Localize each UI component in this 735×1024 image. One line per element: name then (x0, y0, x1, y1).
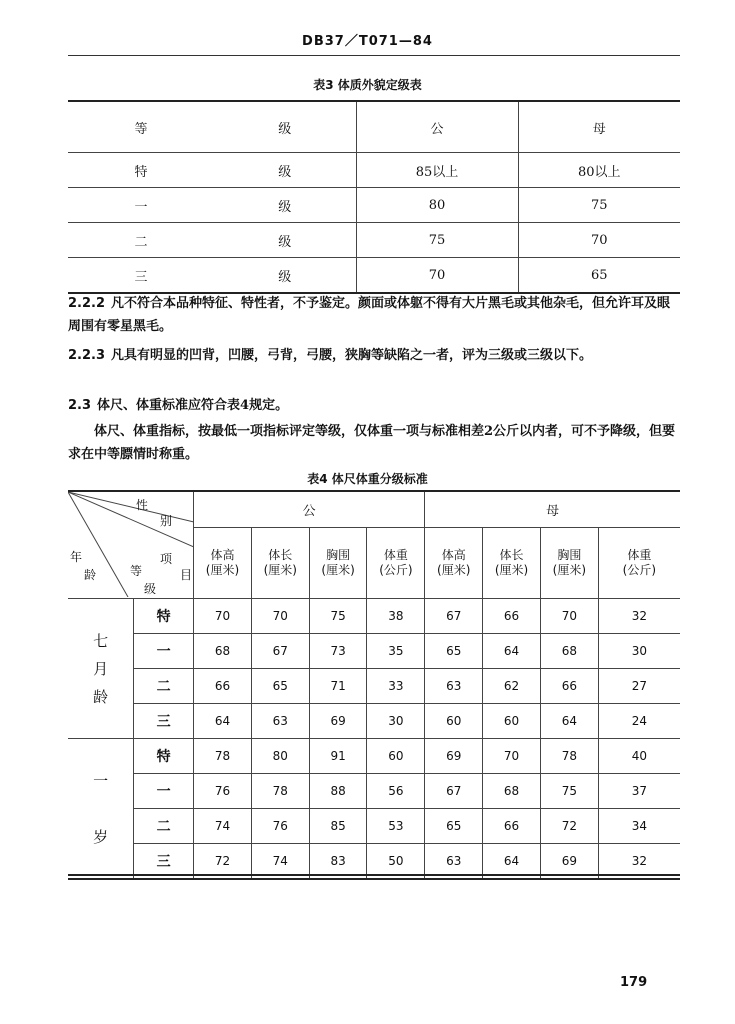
paragraph-rule (68, 420, 680, 466)
grade-label: 特 (134, 739, 194, 774)
measurement-value: 78 (251, 774, 309, 809)
measurement-value: 50 (367, 844, 425, 880)
measurement-value: 68 (194, 634, 252, 669)
grade-suffix: 级 (214, 258, 356, 294)
male-score: 70 (356, 258, 518, 294)
male-score: 80 (356, 188, 518, 223)
measurement-value: 35 (367, 634, 425, 669)
table-row (68, 153, 680, 188)
measurement-value: 34 (598, 809, 680, 844)
measurement-value: 72 (194, 844, 252, 880)
measurement-value: 66 (483, 809, 541, 844)
female-header: 母 (425, 491, 680, 528)
measurement-value: 91 (309, 739, 367, 774)
measurement-value: 73 (309, 634, 367, 669)
table-row (68, 739, 680, 774)
measurement-value: 64 (194, 704, 252, 739)
measurement-value: 66 (483, 599, 541, 634)
measurement-value: 70 (251, 599, 309, 634)
diag-item: 项 (160, 552, 173, 566)
grade-char: 三 (68, 258, 214, 294)
male-score: 75 (356, 223, 518, 258)
table3-caption: 表3 体质外貌定级表 (313, 78, 422, 92)
grade-label: 二 (134, 809, 194, 844)
column-header: 体重 (公斤) (367, 528, 425, 599)
section-number: 2.3 (68, 398, 92, 413)
male-score: 85以上 (356, 153, 518, 188)
table-row (68, 809, 680, 844)
table-row (68, 188, 680, 223)
paragraph-2-2-2 (68, 292, 680, 338)
measurement-value: 60 (483, 704, 541, 739)
diag-age2: 龄 (84, 568, 97, 582)
measurement-value: 70 (194, 599, 252, 634)
measurement-value: 78 (194, 739, 252, 774)
table4-caption: 表4 体尺体重分级标准 (307, 472, 428, 486)
diag-grade: 等 (130, 564, 143, 578)
measurement-value: 32 (598, 844, 680, 880)
measurement-value: 76 (194, 774, 252, 809)
diag-item2: 目 (180, 568, 193, 582)
header-rule (68, 55, 680, 56)
grade-suffix: 级 (214, 188, 356, 223)
measurement-value: 83 (309, 844, 367, 880)
paragraph-2-3 (68, 394, 680, 417)
measurement-value: 74 (251, 844, 309, 880)
diag-sex2: 别 (160, 514, 173, 528)
measurement-value: 63 (425, 669, 483, 704)
grade-label: 三 (134, 704, 194, 739)
measurement-value: 64 (483, 634, 541, 669)
table3-head-grade2: 级 (214, 101, 356, 153)
age-group-label: 一 岁 (68, 739, 134, 880)
grade-label: 特 (134, 599, 194, 634)
paragraph-text: 体尺、体重指标，按最低一项指标评定等级，仅体重一项与标准相差2公斤以内者，可不予降级，但要求在中等膘情时称重。 (68, 424, 676, 462)
measurement-value: 32 (598, 599, 680, 634)
measurement-value: 67 (425, 599, 483, 634)
column-header: 体长 (厘米) (251, 528, 309, 599)
column-header: 胸围 (厘米) (309, 528, 367, 599)
measurement-value: 37 (598, 774, 680, 809)
page-number: 179 (620, 975, 648, 990)
grade-char: 二 (68, 223, 214, 258)
measurement-value: 24 (598, 704, 680, 739)
table-row (68, 634, 680, 669)
measurement-value: 67 (251, 634, 309, 669)
table3-head-grade: 等 (68, 101, 214, 153)
measurement-value: 74 (194, 809, 252, 844)
measurement-value: 30 (367, 704, 425, 739)
measurement-value: 80 (251, 739, 309, 774)
measurement-value: 60 (425, 704, 483, 739)
table3-grading (68, 100, 680, 294)
measurement-value: 75 (309, 599, 367, 634)
column-header: 胸围 (厘米) (540, 528, 598, 599)
measurement-value: 27 (598, 669, 680, 704)
section-number: 2.2.3 (68, 348, 106, 363)
column-header: 体重 (公斤) (598, 528, 680, 599)
female-score: 75 (518, 188, 680, 223)
table-row (68, 599, 680, 634)
document-code: DB37／T071—84 (302, 34, 433, 49)
measurement-value: 30 (598, 634, 680, 669)
measurement-value: 66 (540, 669, 598, 704)
measurement-value: 56 (367, 774, 425, 809)
paragraph-2-2-3 (68, 344, 680, 367)
paragraph-text: 凡具有明显的凹背，凹腰，弓背，弓腰，狭胸等缺陷之一者，评为三级或三级以下。 (111, 348, 593, 363)
female-score: 65 (518, 258, 680, 294)
measurement-value: 68 (540, 634, 598, 669)
grade-char: 一 (68, 188, 214, 223)
table3-head-female: 母 (518, 101, 680, 153)
measurement-value: 67 (425, 774, 483, 809)
column-header: 体长 (厘米) (483, 528, 541, 599)
measurement-value: 64 (483, 844, 541, 880)
table3-head-male: 公 (356, 101, 518, 153)
measurement-value: 75 (540, 774, 598, 809)
diagonal-header-cell (68, 491, 194, 599)
measurement-value: 76 (251, 809, 309, 844)
section-number: 2.2.2 (68, 296, 106, 311)
measurement-value: 69 (309, 704, 367, 739)
grade-label: 一 (134, 774, 194, 809)
table-row (68, 258, 680, 294)
table-row (68, 704, 680, 739)
column-header: 体高 (厘米) (425, 528, 483, 599)
measurement-value: 69 (425, 739, 483, 774)
grade-label: 二 (134, 669, 194, 704)
measurement-value: 60 (367, 739, 425, 774)
diag-grade2: 级 (144, 582, 157, 596)
measurement-value: 63 (425, 844, 483, 880)
table4-bottom-rule (68, 874, 680, 876)
measurement-value: 88 (309, 774, 367, 809)
measurement-value: 71 (309, 669, 367, 704)
measurement-value: 70 (483, 739, 541, 774)
paragraph-text: 凡不符合本品种特征、特性者，不予鉴定。颜面或体躯不得有大片黑毛或其他杂毛，但允许耳及眼周围有零星黑毛。 (68, 296, 671, 334)
table-row (68, 774, 680, 809)
measurement-value: 38 (367, 599, 425, 634)
measurement-value: 53 (367, 809, 425, 844)
measurement-value: 33 (367, 669, 425, 704)
table-row (68, 223, 680, 258)
column-header: 体高 (厘米) (194, 528, 252, 599)
measurement-value: 64 (540, 704, 598, 739)
measurement-value: 78 (540, 739, 598, 774)
grade-label: 三 (134, 844, 194, 880)
measurement-value: 40 (598, 739, 680, 774)
measurement-value: 65 (251, 669, 309, 704)
age-group-label: 七 月 龄 (68, 599, 134, 739)
measurement-value: 65 (425, 634, 483, 669)
grade-char: 特 (68, 153, 214, 188)
measurement-value: 63 (251, 704, 309, 739)
measurement-value: 70 (540, 599, 598, 634)
female-score: 80以上 (518, 153, 680, 188)
measurement-value: 68 (483, 774, 541, 809)
measurement-value: 85 (309, 809, 367, 844)
table3-header-row (68, 101, 680, 153)
table-row (68, 669, 680, 704)
measurement-value: 66 (194, 669, 252, 704)
diag-sex: 性 (136, 498, 149, 512)
grade-label: 一 (134, 634, 194, 669)
measurement-value: 69 (540, 844, 598, 880)
paragraph-text: 体尺、体重标准应符合表4规定。 (97, 398, 289, 413)
table4-body-measurements (68, 490, 680, 880)
grade-suffix: 级 (214, 153, 356, 188)
measurement-value: 65 (425, 809, 483, 844)
diag-age: 年 (70, 550, 83, 564)
male-header: 公 (194, 491, 425, 528)
measurement-value: 72 (540, 809, 598, 844)
female-score: 70 (518, 223, 680, 258)
grade-suffix: 级 (214, 223, 356, 258)
measurement-value: 62 (483, 669, 541, 704)
